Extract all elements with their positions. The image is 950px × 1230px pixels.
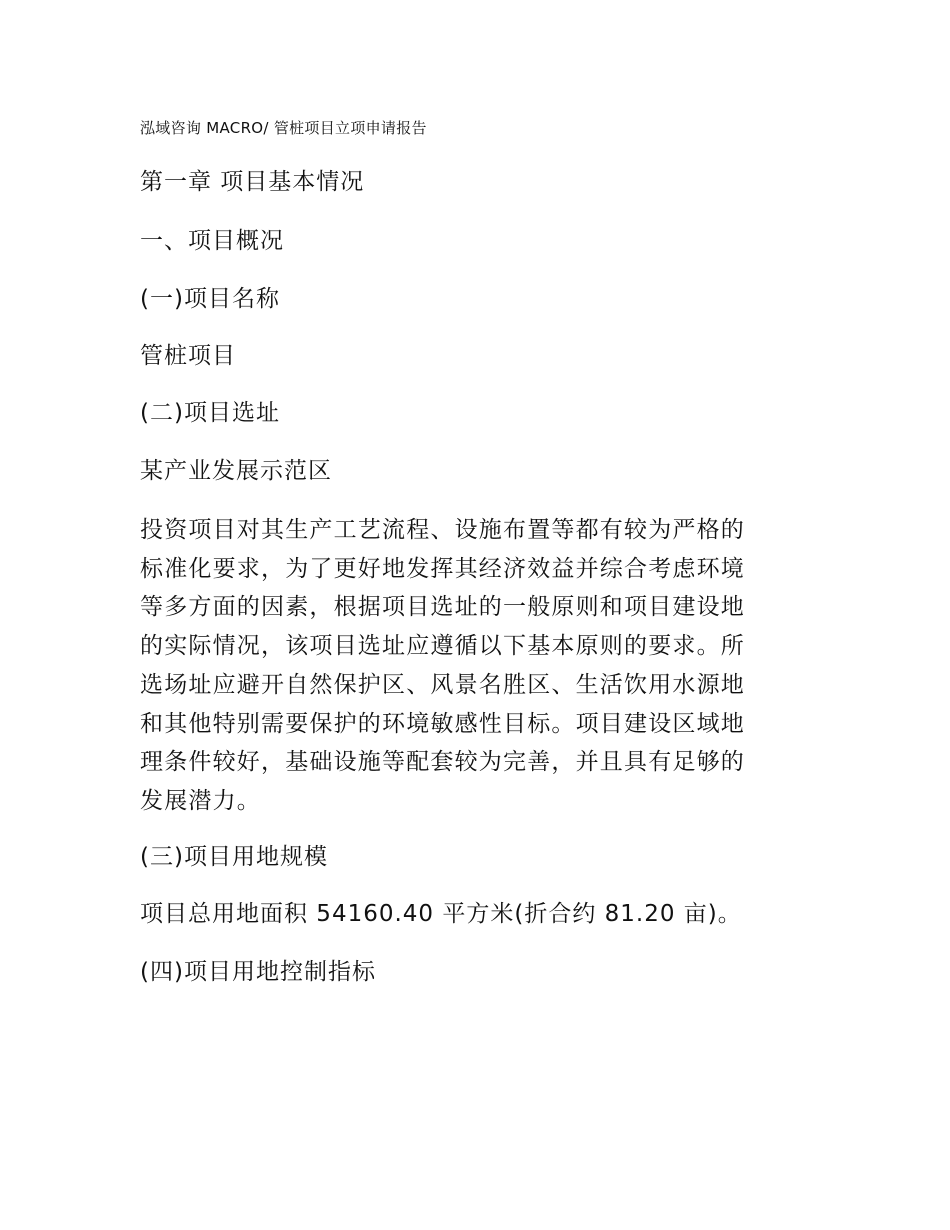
subheading-land-scale: (三)项目用地规模 [140,844,328,870]
section-heading-overview: 一、项目概况 [140,228,284,254]
subheading-land-control-indicators: (四)项目用地控制指标 [140,959,376,985]
paragraph-line: 标准化要求，为了更好地发挥其经济效益并综合考虑环境 [140,555,745,582]
site-principles-paragraph [140,511,800,821]
subheading-project-name: (一)项目名称 [140,286,280,312]
running-header: 泓域咨询 MACRO/ 管桩项目立项申请报告 [140,119,427,137]
chapter-title: 第一章 项目基本情况 [140,169,365,195]
paragraph-line: 发展潜力。 [140,787,261,814]
land-scale-text: 项目总用地面积 54160.40 平方米(折合约 81.20 亩)。 [140,901,742,927]
paragraph-line: 投资项目对其生产工艺流程、设施布置等都有较为严格的 [140,517,745,543]
project-name-text: 管桩项目 [140,343,236,369]
subheading-project-site: (二)项目选址 [140,400,280,426]
paragraph-line: 和其他特别需要保护的环境敏感性目标。项目建设区域地 [140,710,745,737]
paragraph-line: 选场址应避开自然保护区、风景名胜区、生活饮用水源地 [140,671,745,698]
paragraph-line: 的实际情况，该项目选址应遵循以下基本原则的要求。所 [140,633,745,660]
project-site-text: 某产业发展示范区 [140,458,332,484]
paragraph-line: 理条件较好，基础设施等配套较为完善，并且具有足够的 [140,749,745,776]
paragraph-line: 等多方面的因素，根据项目选址的一般原则和项目建设地 [140,594,745,621]
